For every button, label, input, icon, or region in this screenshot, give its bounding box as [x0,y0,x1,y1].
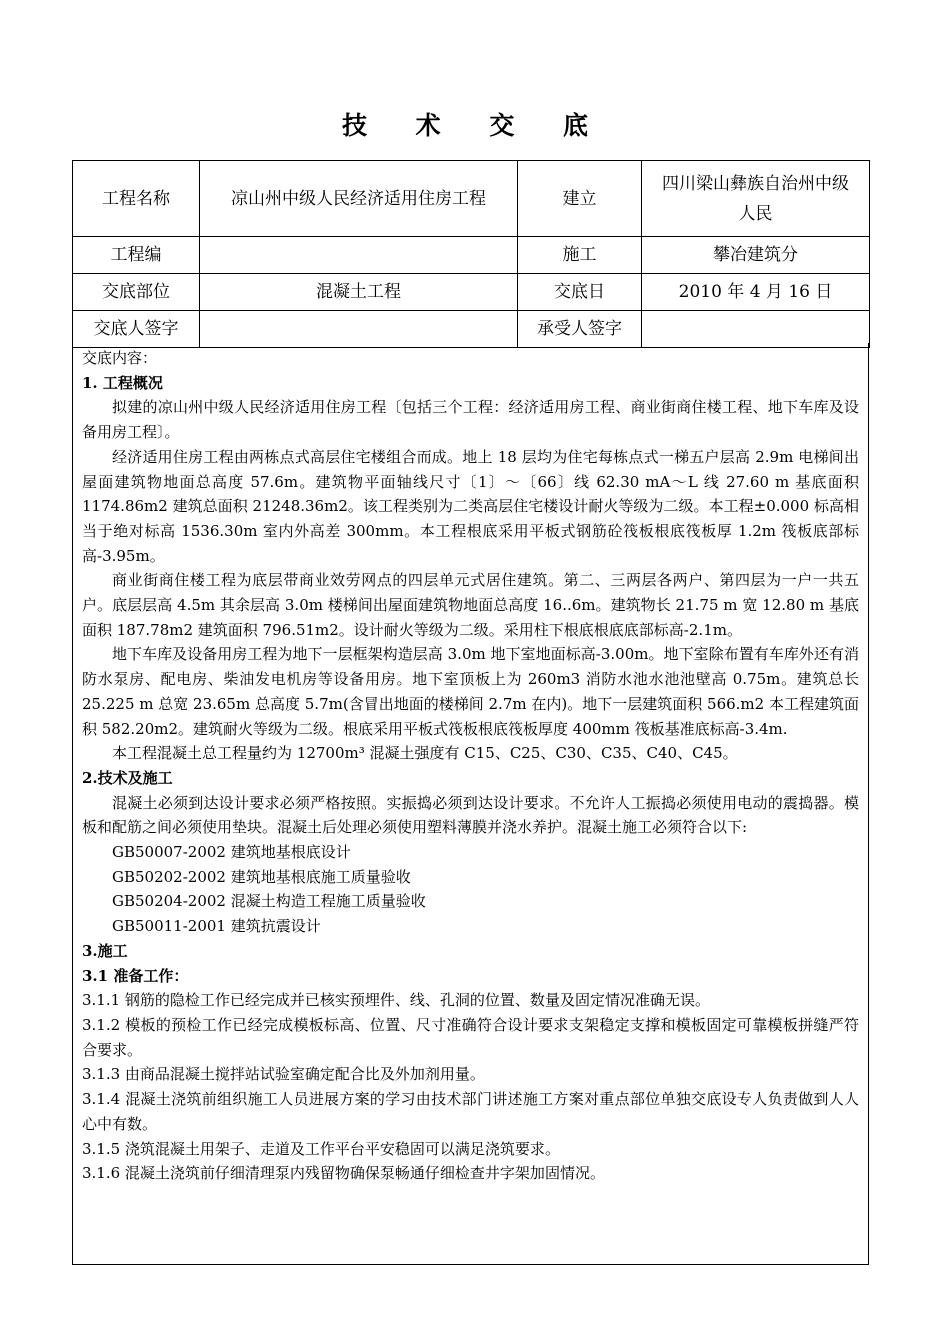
paragraph-2: 经济适用住房工程由两栋点式高层住宅楼组合而成。地上 18 层均为住宅每栋点式一梯五户层高 2.9m 电梯间出屋面建筑物地面总高度 57.6m。建筑物平面轴线尺寸〔1〕～〔66〕线 62.30 mA～L 线 27.60 m 基底面积 1174.86m2 建筑总面积 21248.36m2。该工程类别为二类高层住宅楼设计耐火等级为二级。本工程±0.000 标高相当于绝对标高 1536.30m 室内外高差 300mm。本工程根底采用平板式钢筋砼筏板根底筏板厚 1.2m 筏板底部标高-3.95m。 [82,447,859,565]
date-label: 交底日 [518,274,642,311]
standard-item: GB50204-2002 混凝土构造工程施工质量验收 [112,892,426,911]
prep-item: 3.1.2 模板的预检工作已经完成模板标高、位置、尺寸准确符合设计要求支架稳定支撑和模板固定可靠模板拼缝严符合要求。 [82,1015,859,1059]
section-2-title: 2.技术及施工 [82,768,173,787]
paragraph-5: 本工程混凝土总工程量约为 12700m³ 混凝土强度有 C15、C25、C30、C35、C40、C45。 [112,744,738,763]
content-box [72,343,869,1265]
paragraph-6: 混凝土必须到达设计要求必须严格按照。实振捣必须到达设计要求。不允许人工振捣必须使用电动的震捣器。模板和配筋之间必须使用垫块。混凝土后处理必须使用塑料薄膜并浇水养护。混凝土施工必须符合以下: [82,793,859,837]
construction-value: 攀冶建筑分 [642,237,870,274]
giver-sign-value [200,311,518,348]
prep-item: 3.1.4 混凝土浇筑前组织施工人员进展方案的学习由技术部门讲述施工方案对重点部位单独交底设专人负责做到人人心中有数。 [82,1090,859,1133]
prep-item: 3.1.3 由商品混凝土搅拌站试验室确定配合比及外加剂用量。 [82,1065,485,1084]
prep-item: 3.1.5 浇筑混凝土用架子、走道及工作平台平安稳固可以满足浇筑要求。 [82,1139,560,1158]
standard-item: GB50011-2001 建筑抗震设计 [112,917,321,936]
date-value: 2010 年 4 月 16 日 [642,274,870,311]
project-no-value [200,237,518,274]
section-1-title: 1. 工程概况 [82,373,163,392]
section-3-1-title: 3.1 准备工作： [82,966,189,985]
project-name-label: 工程名称 [73,161,200,237]
project-name-value: 凉山州中级人民经济适用住房工程 [200,161,518,237]
standard-item: GB50202-2002 建筑地基根底施工质量验收 [112,867,411,886]
section-3-title: 3.施工 [82,941,128,960]
part-label: 交底部位 [73,274,200,311]
receiver-sign-value [642,311,870,348]
standard-item: GB50007-2002 建筑地基根底设计 [112,843,351,862]
giver-sign-label: 交底人签字 [73,311,200,348]
build-label: 建立 [518,161,642,237]
paragraph-3: 商业街商住楼工程为底层带商业效劳网点的四层单元式居住建筑。第二、三两层各两户、第四层为一户一共五户。底层层高 4.5m 其余层高 3.0m 楼梯间出屋面建筑物地面总高度 16..6m。建筑物长 21.75 m 宽 12.80 m 基底面积 187.78m2 建筑面积 796.51m2。设计耐火等级为二级。采用柱下根底根底底部标高-2.1m。 [82,571,859,639]
paragraph-4: 地下车库及设备用房工程为地下一层框架构造层高 3.0m 地下室地面标高-3.00m。地下室除布置有车库外还有消防水泵房、配电房、柴油发电机房等设备用房。地下室顶板上为 260m3 消防水池水池池壁高 0.75m。建筑总长 25.225 m 总宽 23.65m 总高度 5.7m(含冒出地面的楼梯间 2.7m 在内)。地下一层建筑面积 566.m2 本工程建筑面积 582.20m2。建筑耐火等级为二级。根底采用平板式筏板根底筏板厚度 400mm 筏板基准底标高-3.4m. [82,645,859,738]
document-title: 技 术 交 底 [341,111,609,140]
build-value: 四川梁山彝族自治州中级人民 [642,161,870,237]
part-value: 混凝土工程 [200,274,518,311]
prep-item: 3.1.6 混凝土浇筑前仔细清理泵内残留物确保泵畅通仔细检查井字架加固情况。 [82,1164,605,1183]
intro-label: 交底内容： [82,349,158,367]
construction-label: 施工 [518,237,642,274]
paragraph-1: 拟建的凉山州中级人民经济适用住房工程〔包括三个工程：经济适用房工程、商业街商住楼工程、地下车库及设备用房工程〕。 [82,398,859,442]
header-table [72,160,870,348]
prep-item: 3.1.1 钢筋的隐检工作已经完成并已核实预埋件、线、孔洞的位置、数量及固定情况准确无误。 [82,991,710,1010]
receiver-sign-label: 承受人签字 [518,311,642,348]
project-no-label: 工程编 [73,237,200,274]
